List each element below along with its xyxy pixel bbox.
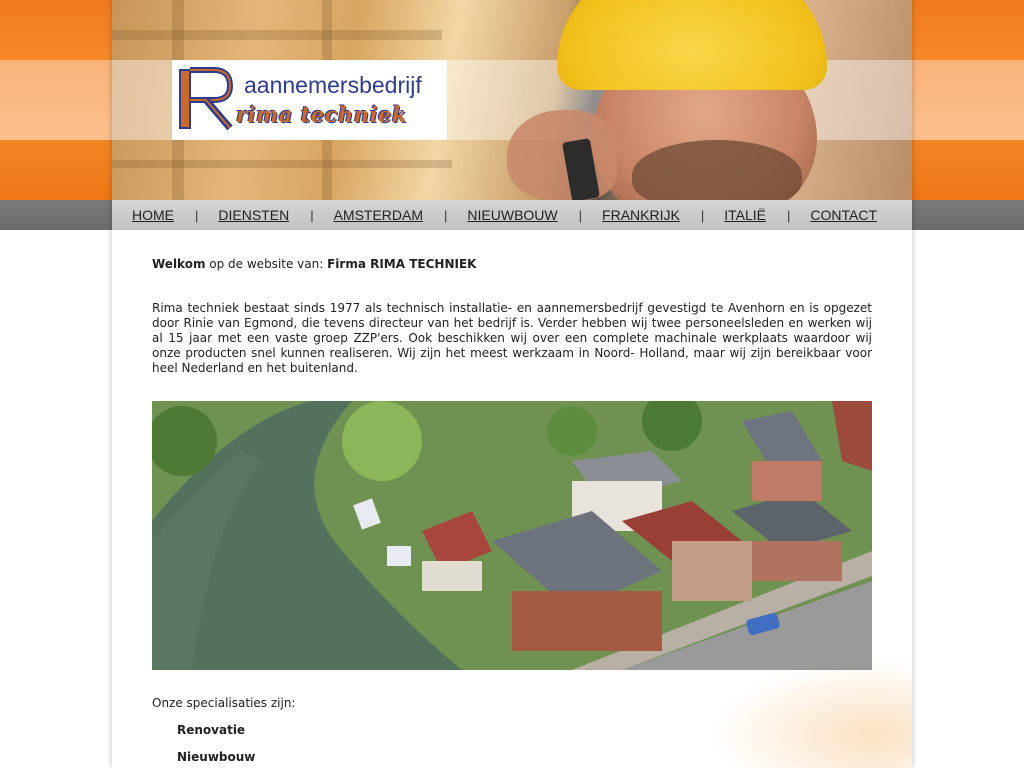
welcome-line: [152, 255, 872, 273]
wood-plank: [112, 30, 442, 40]
main-content: [152, 255, 872, 376]
aerial-photo: [152, 401, 872, 670]
orange-band-left: [0, 0, 113, 200]
nav-contact[interactable]: CONTACT: [810, 207, 877, 223]
intro-paragraph: Rima techniek bestaat sinds 1977 als technisch installatie- en aannemersbedrijf gevestigd te Avenhorn en is opgezet door Rinie van Egmond, die tevens directeur van het bedrijf is. Verder hebben wij twee personeelsleden en werken wij al 15 jaar met een vaste groep ZZP'ers. Ook beschikken wij over een complete machinale werkplaats waardoor wij onze producten snel kunnen realiseren. Wij zijn het meest werkzaam in Noord- Holland, maar wij zijn bereikbaar voor heel Nederland en het buitenland.: [152, 301, 872, 375]
logo-text-line1: aannemersbedrijf: [244, 72, 422, 98]
hard-hat: [557, 0, 827, 90]
worker-hand: [507, 110, 617, 200]
specialisation-item: Nieuwbouw: [177, 750, 256, 764]
nav-separator: |: [786, 207, 791, 223]
orange-band-right: [912, 0, 1024, 200]
wood-plank: [112, 160, 452, 168]
nav-home[interactable]: HOME: [132, 207, 174, 223]
specialisations-title: Onze specialisaties zijn:: [152, 696, 296, 710]
nav-nieuwbouw[interactable]: NIEUWBOUW: [467, 207, 558, 223]
nav-amsterdam[interactable]: AMSTERDAM: [333, 207, 424, 223]
main-navigation: [112, 200, 912, 230]
nav-separator: |: [310, 207, 314, 223]
nav-separator: |: [578, 207, 583, 223]
welcome-middle: op de website van:: [205, 257, 328, 271]
logo-r-mark-icon: [178, 66, 236, 132]
nav-italie[interactable]: ITALIË: [724, 207, 766, 223]
nav-diensten[interactable]: DIENSTEN: [218, 207, 290, 223]
faded-worker-background: [712, 658, 912, 768]
welcome-bold: Welkom: [152, 257, 206, 271]
nav-separator: |: [195, 207, 199, 223]
company-logo[interactable]: [172, 60, 447, 140]
nav-frankrijk[interactable]: FRANKRIJK: [602, 207, 680, 223]
nav-separator: |: [700, 207, 705, 223]
nav-separator: |: [444, 207, 448, 223]
page-column: [112, 0, 912, 768]
logo-text-line2: rima techniek: [236, 102, 407, 127]
specialisation-item: Renovatie: [177, 723, 246, 737]
company-name: Firma RIMA TECHNIEK: [327, 257, 477, 271]
header-banner: [112, 0, 912, 200]
